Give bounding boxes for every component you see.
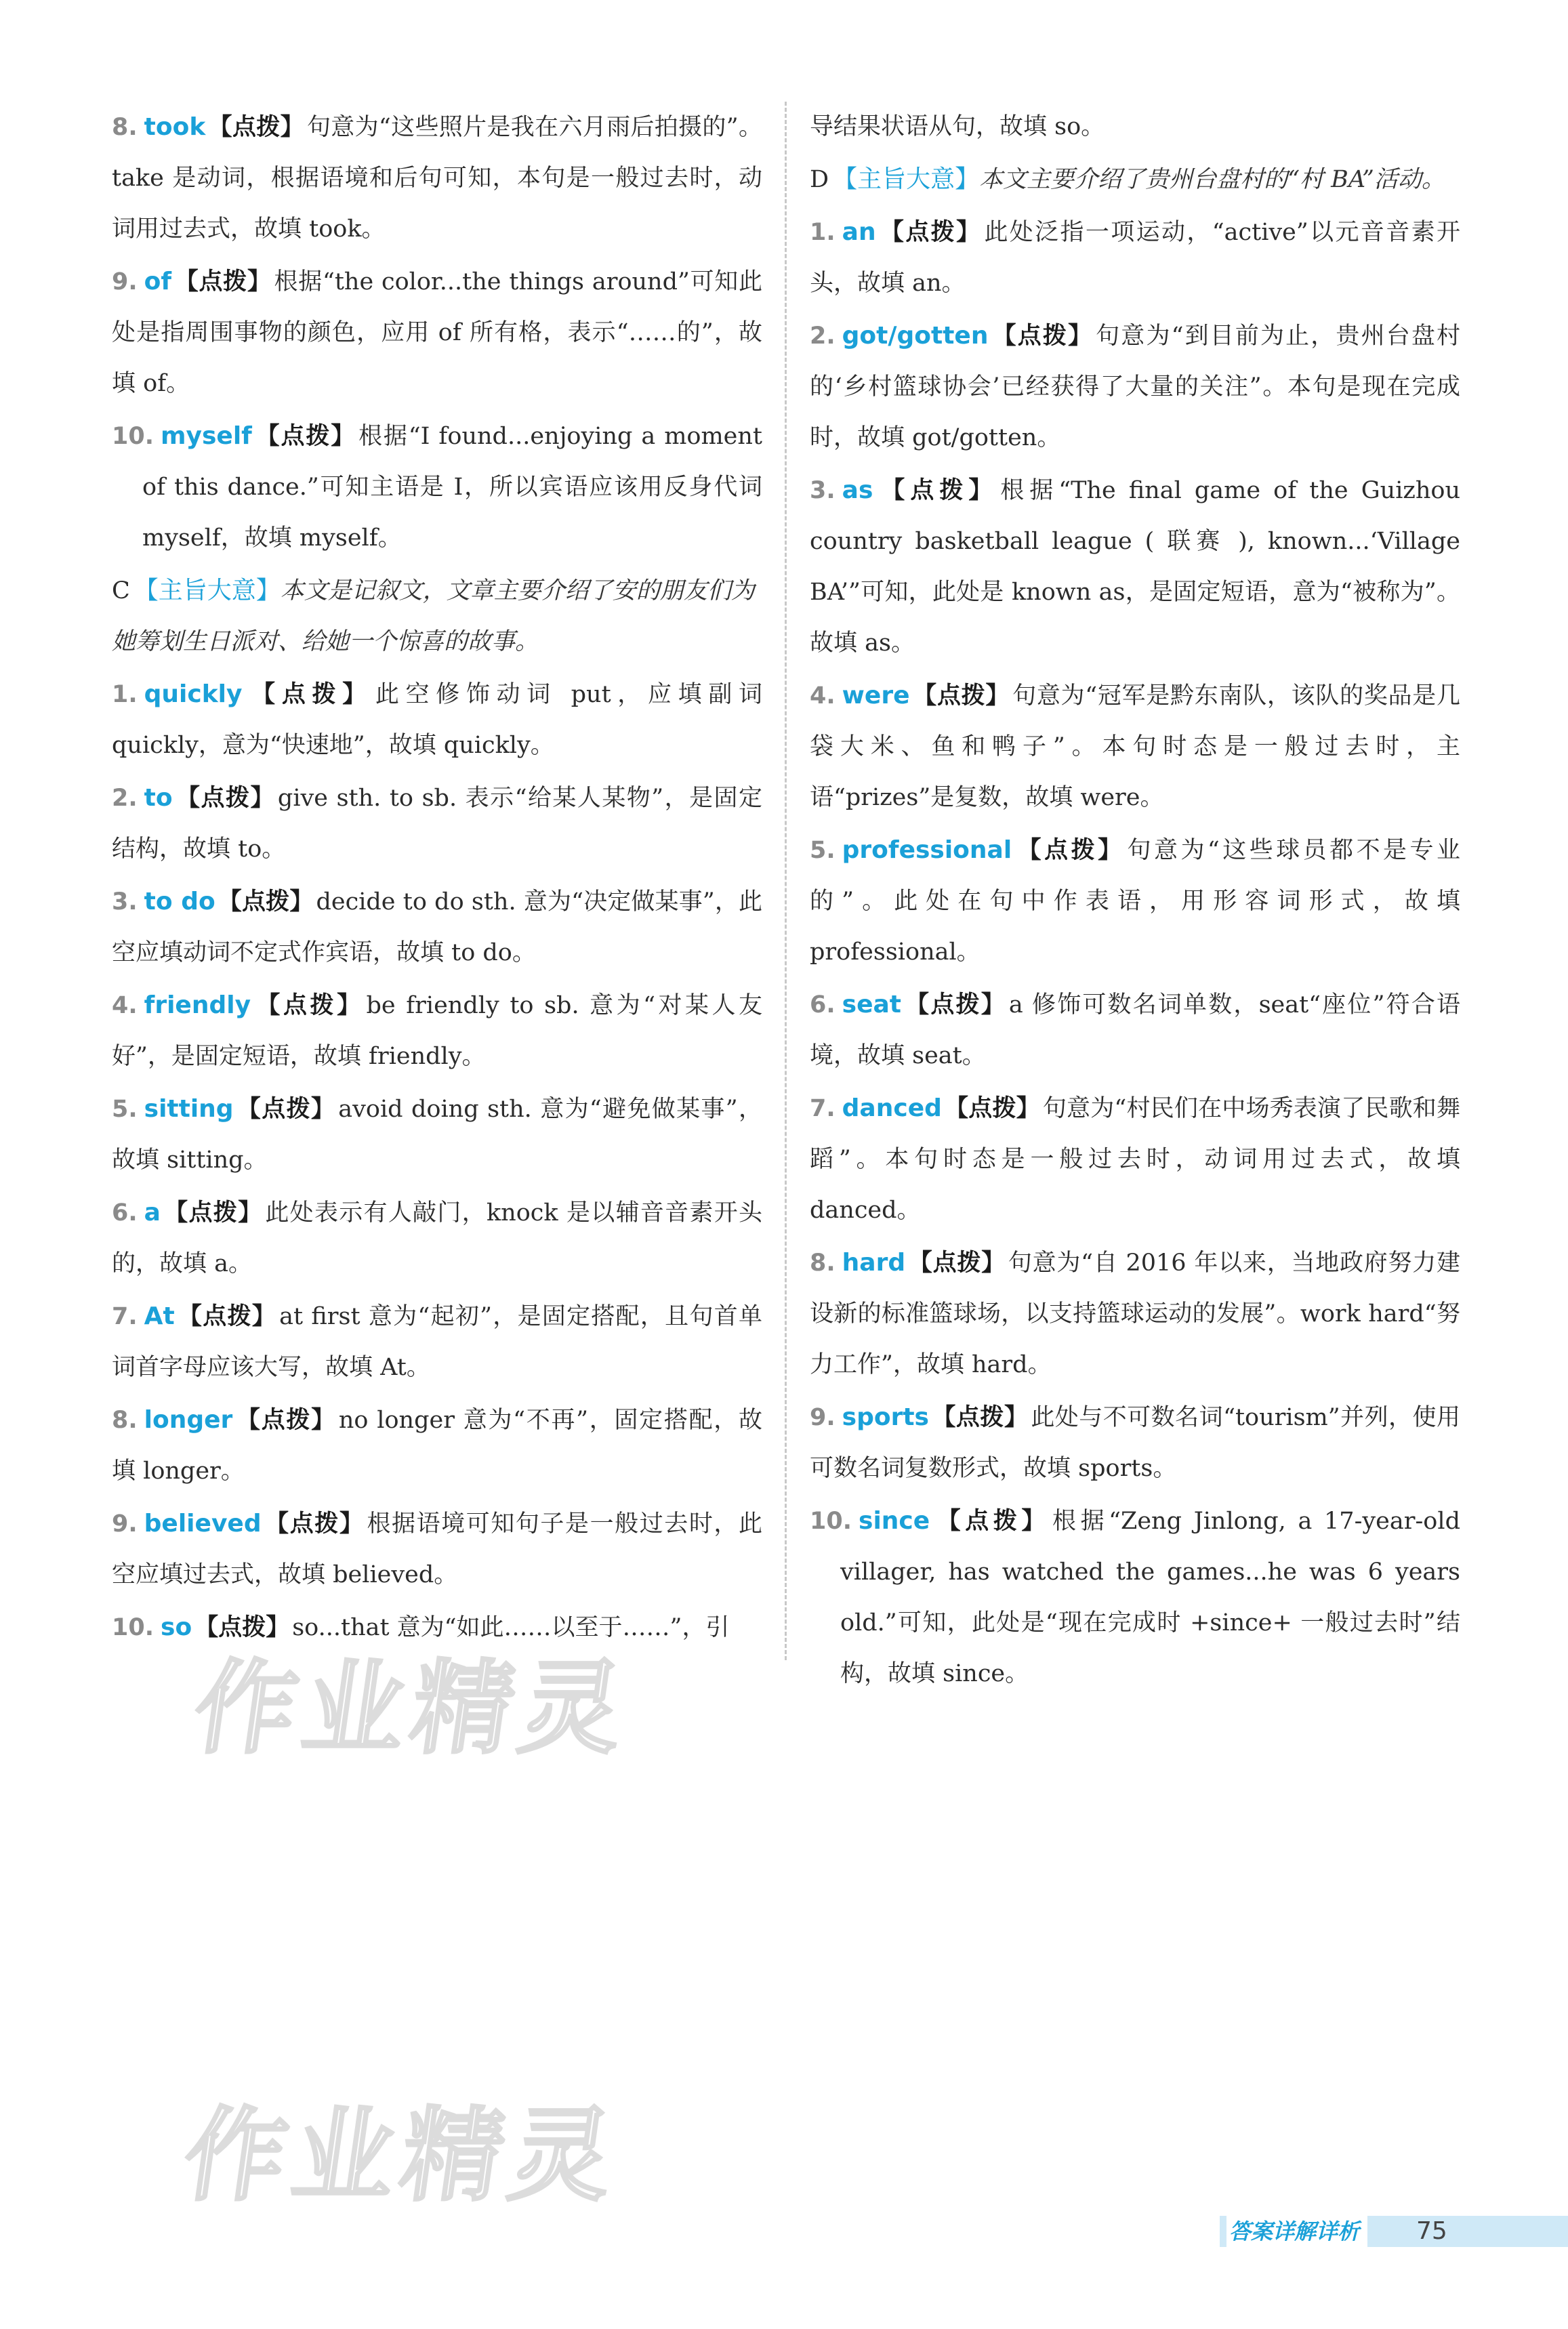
explanation-text: 根据语境可知句子是一般过去时，此空应填过去式，故填 believed。 [112,1510,762,1588]
item-number: 10. [112,1614,154,1641]
explanation-text: 此处表示有人敲门，knock 是以辅音音素开头的，故填 a。 [112,1199,762,1277]
answer-word: sports [842,1403,929,1431]
hint-tag: 【点拨】 [177,1303,277,1330]
answer-item [112,876,762,978]
hint-tag: 【点拨】 [175,785,275,812]
item-number: 4. [810,682,835,709]
section-label: 【主旨大意】 [833,165,980,193]
answer-word: a [144,1199,161,1227]
explanation-text: 根据“Zeng Jinlong, a 17-year-old villager, has watched the games...he was 6 years old.”可知，此处是“现在完成时 +since+ 一般过去时”结构，故填 since。 [840,1508,1460,1687]
answer-item [810,465,1460,669]
answer-item [112,1084,762,1186]
answer-item [112,772,762,875]
hint-tag: 【点拨】 [908,1250,1006,1277]
item-number: 5. [810,837,835,864]
answer-item [810,670,1460,823]
hint-tag: 【点拨】 [932,1508,1050,1535]
item-number: 2. [112,785,138,812]
explanation-text: so...that 意为“如此……以至于……”，引 [292,1614,730,1641]
answer-word: seat [842,991,902,1018]
explanation-text: be friendly to sb. 意为“对某人友好”，是固定短语，故填 friendly。 [112,992,762,1070]
hint-tag: 【点拨】 [236,1096,336,1123]
answer-item [112,256,762,409]
answer-item [112,411,762,564]
answer-item [810,207,1460,309]
explanation-text: 此处泛指一项运动，“active”以元音音素开头，故填 an。 [810,219,1460,297]
item-number: 3. [810,477,835,504]
hint-tag: 【点拨】 [931,1404,1029,1431]
hint-tag: 【点拨】 [904,991,1006,1018]
hint-tag: 【点拨】 [163,1199,263,1227]
answer-word: At [144,1302,175,1330]
answer-word: to do [144,888,215,915]
answer-word: sitting [144,1095,234,1123]
hint-tag: 【点拨】 [235,1407,336,1434]
explanation-text: 句意为“到目前为止，贵州台盘村的‘乡村篮球协会’已经获得了大量的关注”。本句是现在完成时，故填 got/gotten。 [810,323,1460,451]
section-letter: C [112,577,130,604]
answer-item [112,980,762,1082]
watermark: 作业精灵 [186,1650,638,1768]
item-number: 9. [810,1404,835,1431]
answer-word: quickly [144,680,243,708]
hint-tag: 【点拨】 [878,219,982,246]
item-number: 10. [112,423,154,450]
answer-item [112,1291,762,1393]
answer-word: as [842,476,873,504]
explanation-text: 根据“the color...the things around”可知此处是指周围事物的颜色，应用 of 所有格，表示“……的”，故填 of。 [112,268,762,397]
item-number: 1. [810,219,835,246]
section-c-header [112,565,762,667]
answer-word: since [859,1507,930,1535]
item-number: 8. [112,1407,138,1434]
answer-item [112,1498,762,1601]
answer-word: of [144,268,172,295]
hint-tag: 【点拨】 [174,268,272,295]
item-number: 6. [810,991,835,1018]
item-number: 10. [810,1508,852,1535]
item-number: 9. [112,1510,138,1538]
section-summary: 本文是记叙文，文章主要介绍了安的朋友们为她筹划生日派对、给她一个惊喜的故事。 [112,577,755,655]
explanation-text: give sth. to sb. 表示“给某人某物”，是固定结构，故填 to。 [112,785,762,863]
answer-word: took [144,113,206,141]
hint-tag: 【点拨】 [208,114,304,141]
answer-word: professional [842,836,1012,864]
answer-word: danced [842,1094,942,1122]
item-number: 9. [112,268,138,295]
section-d-header [810,154,1460,205]
item-number: 8. [810,1250,835,1277]
answer-word: so [161,1613,192,1641]
item-number: 7. [810,1095,835,1122]
item-number: 1. [112,681,138,708]
answer-word: were [842,682,910,709]
answer-item [112,669,762,771]
answer-word: longer [144,1406,233,1434]
continuation-text: 导结果状语从句，故填 so。 [810,113,1105,140]
hint-tag: 【点拨】 [254,423,356,450]
item-number: 7. [112,1303,138,1330]
explanation-text: 此处与不可数名词“tourism”并列，使用可数名词复数形式，故填 sports。 [810,1404,1460,1482]
hint-tag: 【点拨】 [912,682,1010,709]
hint-tag: 【点拨】 [991,323,1094,350]
explanation-text: at first 意为“起初”，是固定搭配，且句首单词首字母应该大写，故填 At。 [112,1303,762,1381]
answer-item [810,825,1460,978]
answer-word: to [144,784,173,812]
answer-item [810,979,1460,1081]
explanation-text: 根据“The final game of the Guizhou country basketball league ( 联赛 ), known...‘Village BA’”可知，此处是 known as，是固定短语，意为“被称为”。故填 as。 [810,477,1460,657]
answer-item [112,1395,762,1497]
explanation-text: 句意为“自 2016 年以来，当地政府努力建设新的标准篮球场，以支持篮球运动的发展”。work hard“努力工作”，故填 hard。 [810,1250,1460,1378]
answer-item [810,1496,1460,1699]
hint-tag: 【点拨】 [245,681,373,708]
item-number: 2. [810,323,835,350]
hint-tag: 【点拨】 [875,477,998,504]
explanation-text: 句意为“这些照片是我在六月雨后拍摄的”。take 是动词，根据语境和后句可知，本句是一般过去时，动词用过去式，故填 took。 [112,114,762,243]
answer-item [810,1237,1460,1390]
column-divider [785,102,787,1660]
hint-tag: 【点拨】 [253,992,364,1019]
left-column [112,102,762,1655]
answer-word: got/gotten [842,322,989,350]
answer-word: myself [161,422,252,450]
section-letter: D [810,166,829,193]
item-number: 3. [112,888,138,915]
explanation-text: decide to do sth. 意为“决定做某事”，此空应填动词不定式作宾语，故填 to do。 [112,888,762,966]
hint-tag: 【点拨】 [194,1614,290,1641]
hint-tag: 【点拨】 [218,888,314,915]
explanation-text: 根据“I found...enjoying a moment of this dance.”可知主语是 I，所以宾语应该用反身代词 myself，故填 myself。 [142,423,762,552]
footer-title: 答案详解详析 [1226,2216,1367,2247]
answer-word: an [842,218,876,246]
answer-item [810,1083,1460,1236]
explanation-text: avoid doing sth. 意为“避免做某事”，故填 sitting。 [112,1096,762,1174]
item-number: 8. [112,114,138,141]
hint-tag: 【点拨】 [264,1510,365,1538]
explanation-text: 句意为“冠军是黔东南队，该队的奖品是几袋大米、鱼和鸭子”。本句时态是一般过去时，主语“prizes”是复数，故填 were。 [810,682,1460,811]
right-column [810,102,1460,1701]
hint-tag: 【点拨】 [944,1095,1040,1122]
answer-item [112,102,762,255]
answer-word: hard [842,1249,906,1277]
item-number: 5. [112,1096,138,1123]
item-number: 6. [112,1199,138,1227]
explanation-text: 句意为“村民们在中场秀表演了民歌和舞蹈”。本句时态是一般过去时，动词用过去式，故填 danced。 [810,1095,1460,1224]
page-number: 75 [1416,2217,1447,2245]
answer-item [112,1187,762,1290]
watermark: 作业精灵 [176,2097,627,2215]
answer-item [810,1392,1460,1494]
explanation-text: 此空修饰动词 put，应填副词 quickly，意为“快速地”，故填 quickly。 [112,681,762,759]
explanation-text: no longer 意为“不再”，固定搭配，故填 longer。 [112,1407,762,1485]
explanation-text: a 修饰可数名词单数，seat“座位”符合语境，故填 seat。 [810,991,1460,1069]
answer-item [810,310,1460,463]
answer-word: friendly [144,991,251,1019]
section-summary: 本文主要介绍了贵州台盘村的“村 BA”活动。 [979,166,1445,193]
item-number: 4. [112,992,138,1019]
answer-word: believed [144,1510,262,1538]
explanation-text: 句意为“这些球员都不是专业的”。此处在句中作表语，用形容词形式，故填 professional。 [810,837,1460,966]
section-label: 【主旨大意】 [133,577,281,604]
hint-tag: 【点拨】 [1014,837,1125,864]
